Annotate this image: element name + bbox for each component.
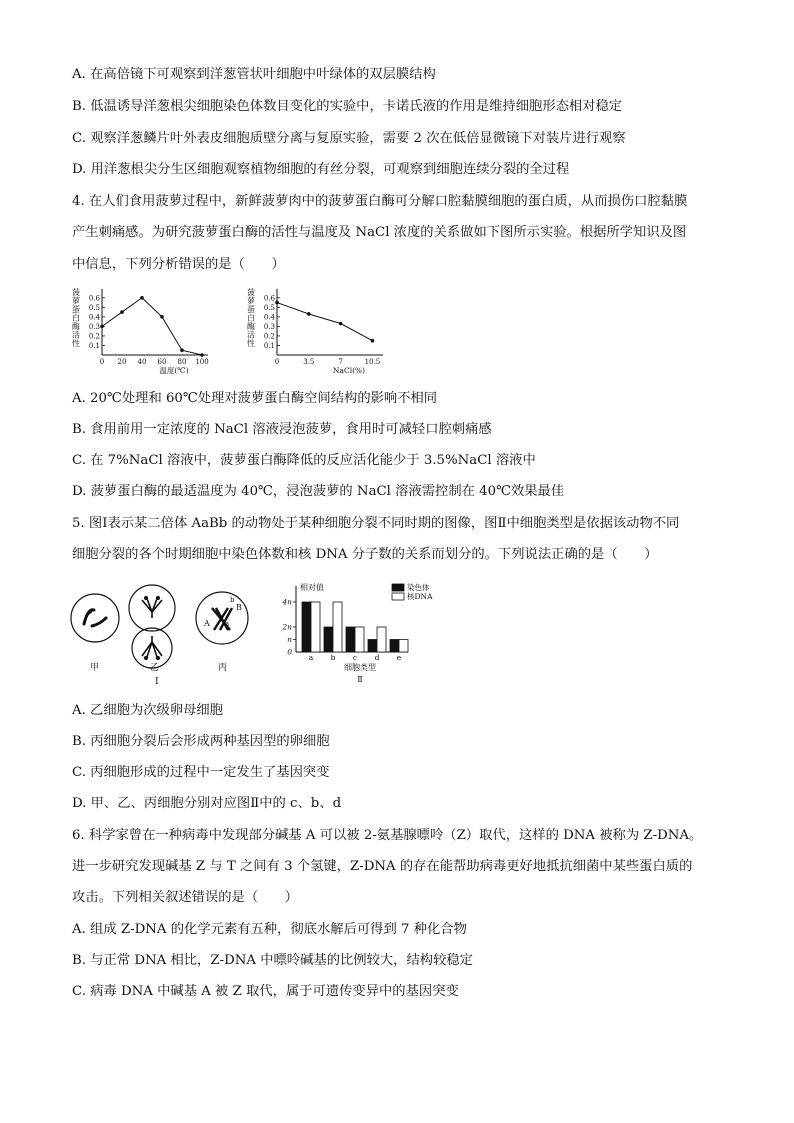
y-tick-label: 0.6 <box>88 294 100 303</box>
data-point <box>180 348 184 352</box>
q4-option-c: C. 在 7%NaCl 溶液中，菠萝蛋白酶降低的反应活化能少于 3.5%NaCl 溶液中 <box>72 453 536 468</box>
y-tick-label: 2n <box>282 622 292 632</box>
data-point <box>275 301 279 305</box>
q6-option-b: B. 与正常 DNA 相比，Z-DNA 中嘌呤碱基的比例较大，结构较稳定 <box>72 953 473 968</box>
q4-stem-line: 产生刺痛感。为研究菠萝蛋白酶的活性与温度及 NaCl 浓度的关系做如下图所示实验。根据所学知识及图 <box>72 225 687 240</box>
y-axis-label-char: 菠 <box>247 288 255 297</box>
q5-option-b: B. 丙细胞分裂后会形成两种基因型的卵细胞 <box>72 734 330 749</box>
y-tick-label: 0.2 <box>263 332 275 341</box>
cell-division-figure <box>70 578 270 688</box>
gene-label: B <box>236 603 242 612</box>
figure-label-bing: 丙 <box>218 663 228 673</box>
temperature-activity-chart <box>70 283 220 383</box>
q6-stem-line: 进一步研究发现碱基 Z 与 T 之间有 3 个氢键，Z-DNA 的存在能帮助病毒更好地抵抗细菌中某些蛋白质的 <box>72 859 693 874</box>
x-tick-label: 0 <box>274 358 280 366</box>
y-tick-label: 0.2 <box>88 332 100 341</box>
nacl-activity-chart <box>245 283 395 383</box>
data-point <box>307 312 311 316</box>
y-axis-label-char: 活 <box>72 330 80 340</box>
y-tick-label: 0.3 <box>263 322 275 331</box>
cell-type-bar-chart <box>278 580 458 692</box>
figure-label-yi: 乙 <box>150 663 160 673</box>
y-axis-label-char: 蛋 <box>247 305 255 314</box>
category-label: e <box>396 653 402 662</box>
q4-option-d: D. 菠萝蛋白酶的最适温度为 40℃，浸泡菠萝的 NaCl 溶液需控制在 40℃效果最佳 <box>72 484 565 499</box>
q6-option-c: C. 病毒 DNA 中碱基 A 被 Z 取代，属于可遗传变异中的基因突变 <box>72 984 459 999</box>
q3-option-c: C. 观察洋葱鳞片叶外表皮细胞质壁分离与复原实验，需要 2 次在低倍显微镜下对装片进行观察 <box>72 131 626 146</box>
bar-chromosome <box>346 627 355 652</box>
y-axis-label-char: 菠 <box>72 288 80 297</box>
category-label: c <box>352 653 358 662</box>
x-axis-label: 温度(℃) <box>159 366 189 375</box>
q5-stem-line: 细胞分裂的各个时期细胞中染色体数和核 DNA 分子数的关系而划分的。下列说法正确的是（ ） <box>72 547 658 562</box>
y-tick-label: 0.1 <box>263 341 275 350</box>
y-tick-label: 0.6 <box>263 294 275 303</box>
y-axis-label-char: 性 <box>247 339 255 348</box>
y-axis-label-char: 性 <box>72 339 80 348</box>
x-tick-label: 80 <box>177 358 187 366</box>
data-line <box>277 303 372 341</box>
cell-jia-drawing <box>71 594 119 642</box>
q5-option-a: A. 乙细胞为次级卵母细胞 <box>72 703 224 718</box>
q6-stem-line: 6. 科学家曾在一种病毒中发现部分碱基 A 可以被 2-氨基腺嘌呤（Z）取代，这样的 DNA 被称为 Z-DNA。 <box>72 828 703 843</box>
x-tick-label: 100 <box>195 358 209 366</box>
q4-option-a: A. 20℃处理和 60℃处理对菠萝蛋白酶空间结构的影响不相同 <box>72 391 438 406</box>
data-point <box>200 353 204 357</box>
y-axis-title: 相对值 <box>300 583 324 592</box>
category-label: b <box>330 653 336 662</box>
legend-label: 染色体 <box>407 583 430 592</box>
data-point <box>371 339 375 343</box>
gene-label: a <box>225 620 230 628</box>
data-point <box>140 296 144 300</box>
q3-option-a: A. 在高倍镜下可观察到洋葱管状叶细胞中叶绿体的双层膜结构 <box>72 67 436 82</box>
bar-chromosome <box>324 627 333 652</box>
y-axis-label-char: 萝 <box>72 296 80 306</box>
y-tick-label: 0 <box>287 647 292 657</box>
x-tick-label: 0 <box>99 358 105 366</box>
bar-chromosome <box>390 640 399 653</box>
q5-stem-line: 5. 图Ⅰ表示某二倍体 AaBb 的动物处于某种细胞分裂不同时期的图像，图Ⅱ中细胞类型是依据该动物不同 <box>72 516 680 531</box>
figure-caption-1: Ⅰ <box>155 677 159 687</box>
bar-chromosome <box>368 640 377 653</box>
figure-label-jia: 甲 <box>90 663 100 673</box>
q4-stem-line: 中信息，下列分析错误的是（ ） <box>72 257 285 272</box>
y-axis-label-char: 白 <box>72 313 80 323</box>
data-point <box>120 310 124 314</box>
q5-option-d: D. 甲、乙、丙细胞分别对应图Ⅱ中的 c、b、d <box>72 796 342 811</box>
category-label: d <box>374 653 380 662</box>
x-tick-label: 20 <box>117 358 127 366</box>
q3-option-b: B. 低温诱导洋葱根尖细胞染色体数目变化的实验中，卡诺氏液的作用是维持细胞形态相对稳定 <box>72 99 623 114</box>
q5-option-c: C. 丙细胞形成的过程中一定发生了基因突变 <box>72 765 330 780</box>
x-tick-label: 10.5 <box>364 358 381 366</box>
bar-chromosome <box>302 602 311 652</box>
y-axis-label-char: 酶 <box>72 322 80 331</box>
y-tick-label: 4n <box>282 597 292 607</box>
bar-dna <box>377 627 386 652</box>
data-point <box>100 325 104 329</box>
q6-stem-line: 攻击。下列相关叙述错误的是（ ） <box>72 890 299 905</box>
legend-label: 核DNA <box>407 592 433 601</box>
x-tick-label: 40 <box>137 358 147 366</box>
figure-caption-2: Ⅱ <box>357 675 363 684</box>
legend-swatch <box>392 593 404 600</box>
x-tick-label: 60 <box>157 358 167 366</box>
data-point <box>339 322 343 326</box>
y-tick-label: 0.4 <box>88 313 100 322</box>
bar-dna <box>399 640 408 653</box>
y-axis-label-char: 活 <box>247 330 255 340</box>
y-tick-label: 0.1 <box>88 341 100 350</box>
category-label: a <box>308 653 314 662</box>
y-axis-label-char: 蛋 <box>72 305 80 314</box>
y-tick-label: 0.4 <box>263 313 275 322</box>
cell-yi-drawing <box>129 585 175 668</box>
gene-label: A <box>204 619 210 628</box>
q4-stem-line: 4. 在人们食用菠萝过程中，新鲜菠萝肉中的菠萝蛋白酶可分解口腔黏膜细胞的蛋白质，从而损伤口腔黏膜 <box>72 194 688 209</box>
q6-option-a: A. 组成 Z-DNA 的化学元素有五种，彻底水解后可得到 7 种化合物 <box>72 922 467 937</box>
y-axis-label-char: 白 <box>247 313 255 323</box>
y-tick-label: 0.3 <box>88 322 100 331</box>
x-tick-label: 7 <box>338 358 343 366</box>
bar-dna <box>333 602 342 652</box>
y-axis-label-char: 酶 <box>247 322 255 331</box>
gene-label: b <box>230 596 235 604</box>
y-tick-label: n <box>287 635 292 644</box>
x-axis-label: NaCl(%) <box>332 366 366 375</box>
cell-bing-drawing <box>196 592 248 644</box>
q3-option-d: D. 用洋葱根尖分生区细胞观察植物细胞的有丝分裂，可观察到细胞连续分裂的全过程 <box>72 162 570 177</box>
y-tick-label: 0.5 <box>263 303 275 312</box>
bar-dna <box>311 602 320 652</box>
data-point <box>160 315 164 319</box>
bar-dna <box>355 627 364 652</box>
y-tick-label: 0.5 <box>88 303 100 312</box>
y-axis-label-char: 萝 <box>247 296 255 306</box>
x-axis-label: 细胞类型 <box>344 663 376 672</box>
legend-swatch <box>392 584 404 591</box>
data-line <box>102 298 202 355</box>
x-tick-label: 3.5 <box>303 358 315 366</box>
q4-option-b: B. 食用前用一定浓度的 NaCl 溶液浸泡菠萝，食用时可减轻口腔刺痛感 <box>72 422 492 437</box>
